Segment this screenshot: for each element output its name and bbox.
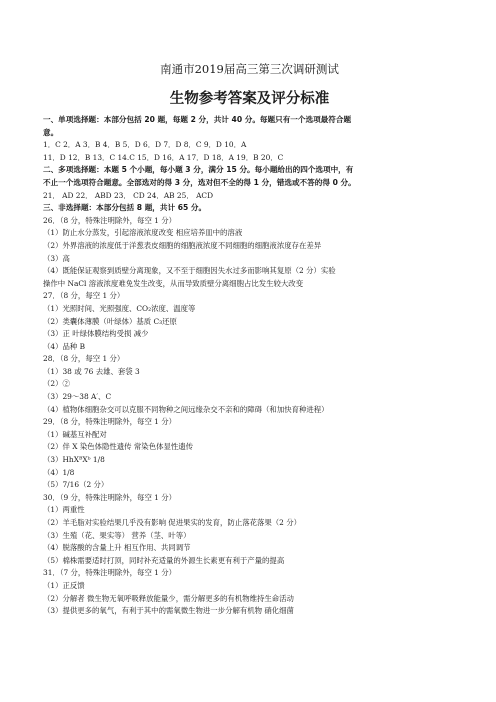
answer-line: （2）类囊体薄膜（叶绿体）基质 C₃还原 [43, 316, 177, 326]
answer-line: 1．C 2．A 3．B 4．B 5．D 6．D 7．D 8．C 9．D 10．A [43, 140, 247, 150]
answer-line: （3）HhXᴮXᵇ 1/8 [43, 455, 105, 465]
answer-line: （1）防止水分蒸发，引起溶液浓度改变 相应培养皿中的溶液 [43, 228, 243, 238]
answer-line: （3）提供更多的氧气，有利于其中的需氧微生物进一步分解有机物 硝化细菌 [43, 606, 294, 616]
answer-line: 操作中 NaCl 溶液浓度难免发生改变，从而导致质壁分离细胞占比发生较大改变 [43, 278, 304, 288]
answer-line: （4）植物体细胞杂交可以克服不同物种之间远缘杂交不亲和的障碍（和加快育种进程） [43, 404, 329, 414]
answer-line: （1）两重性 [43, 505, 85, 515]
answer-key-title: 生物参考答案及评分标准 [169, 91, 330, 107]
answer-line: 28．（8 分，每空 1 分） [43, 354, 125, 364]
exam-title: 南通市2019届高三第三次调研测试 [160, 62, 339, 76]
answer-line: （3）生殖（花、果实等） 营养（茎、叶等） [43, 530, 191, 540]
answer-line: 11．D 12．B 13．C 14.C 15．D 16．A 17．D 18．A 19．B 20．C [43, 152, 284, 162]
answer-line: （2）伴 X 染色体隐性遗传 常染色体显性遗传 [43, 442, 194, 452]
answer-line: 31．（7 分，特殊注明除外，每空 1 分） [43, 568, 177, 578]
section-heading: 二、多项选择题：本题 5 个小题，每小题 3 分，满分 15 分。每小题给出的四个选项中，有 [43, 165, 354, 175]
answer-line: （3）正 叶绿体膜结构受损 减少 [43, 329, 149, 339]
answer-line: 27．（8 分，每空 1 分） [43, 291, 125, 301]
answer-line: （2）羊毛脂对实验结果几乎没有影响 促进果实的发育，防止落花落果（2 分） [43, 518, 301, 527]
answer-line: 21． AD 22． ABD 23． CD 24．AB 25． ACD [43, 190, 213, 200]
section-heading: 一、单项选择题：本部分包括 20 题，每题 2 分，共计 40 分。每题只有一个选项最符合题 [43, 115, 352, 124]
section-heading: 三、非选择题：本部分包括 8 题，共计 65 分。 [43, 203, 207, 213]
section-heading: 不止一个选项符合题意。全部选对的得 3 分，选对但不全的得 1 分，错选或不答的得 0 分。 [43, 177, 356, 187]
answer-line: （5）7/16（2 分） [43, 480, 109, 490]
answer-line: （2）分解者 微生物无氧呼吸释放能量少，需分解更多的有机物维持生命活动 [43, 593, 294, 603]
section-heading: 意。 [43, 127, 59, 137]
answer-line: （5）棉株需要适时打顶，同时补充适量的外源生长素更有利于产量的提高 [43, 555, 285, 565]
answer-line: （1）正反馈 [43, 580, 85, 590]
answer-line: （2）② [43, 379, 70, 389]
answer-line: 26．（8 分，特殊注明除外，每空 1 分） [43, 215, 177, 225]
answer-line: （4）脱落酸的含量上升 相互作用、共同调节 [43, 543, 191, 553]
answer-line: （2）外界溶液的浓度低于洋葱表皮细胞的细胞液浓度不同细胞的细胞液浓度存在差异 [43, 240, 322, 250]
answer-content [43, 114, 456, 618]
answer-line: （3）29～38 A′、C [43, 392, 112, 402]
answer-line: （4）品种 B [43, 341, 86, 351]
answer-line: （4）1/8 [43, 467, 75, 477]
answer-line: （4）既能保证观察到质壁分离现象，又不至于细胞因失水过多而影响其复原（2 分）实验 [43, 266, 336, 276]
answer-line: （1）碱基互补配对 [43, 429, 107, 439]
answer-line: （3）高 [43, 253, 70, 263]
answer-line: （1）光照时间、光照强度、CO₂浓度、温度等 [43, 303, 196, 313]
answer-line: 30．（9 分，特殊注明除外，每空 1 分） [43, 492, 177, 502]
answer-line: 29．（8 分，特殊注明除外，每空 1 分） [43, 417, 177, 427]
answer-line: （1）38 或 76 去雄、套袋 3 [43, 366, 140, 376]
